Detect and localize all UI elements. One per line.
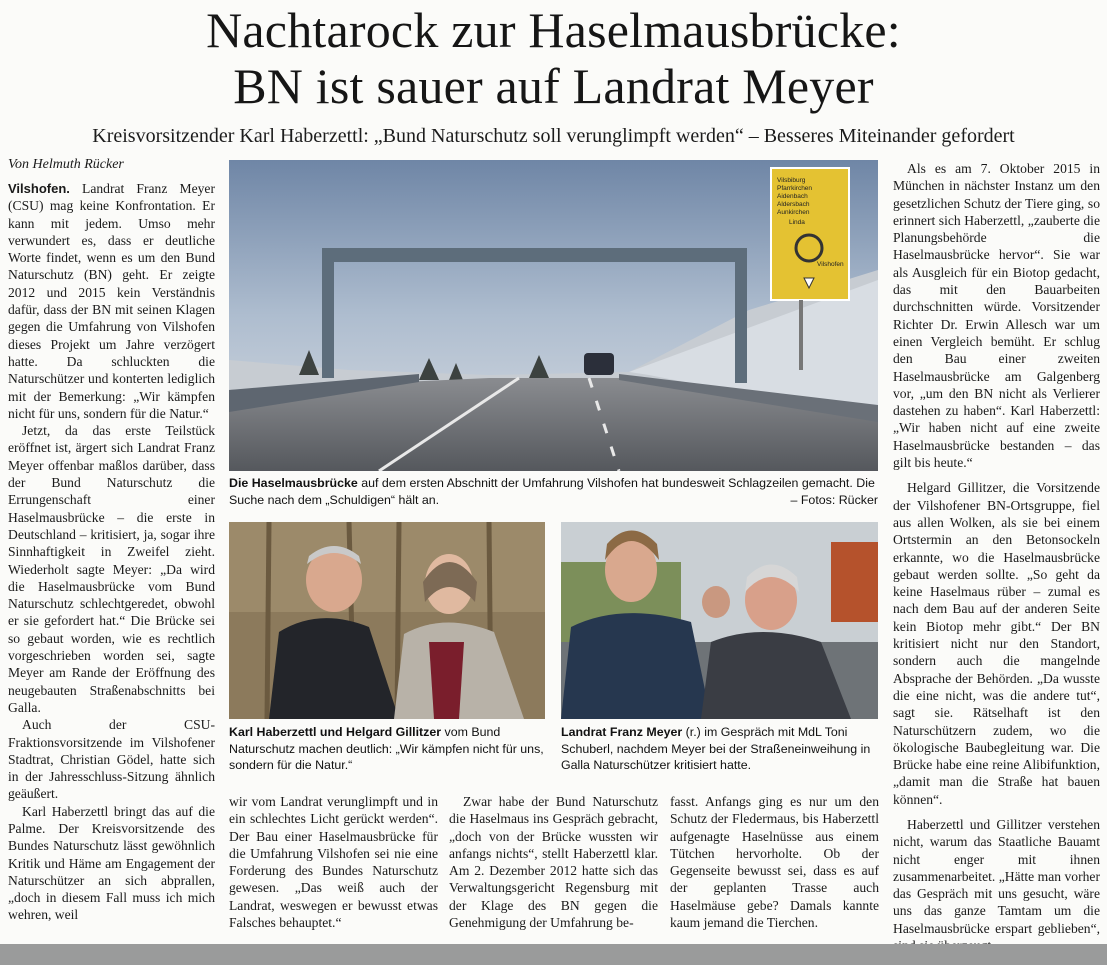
paragraph: wir vom Landrat verunglimpft und in ein schlechtes Licht gerückt werden“. Der Bau einer Haselmausbrücke für die Umfahrung Vilshofen sei nie eine Forderung des Bundes Naturschutz gewesen. „Das weiß auch der Landrat, weswegen er bewusst etwas Falsches behauptet.“: [229, 794, 438, 931]
paragraph: Helgard Gillitzer, die Vorsitzende der Vilshofener BN-Ortsgruppe, fiel aus allen Wolken, als sie bei einem Ortstermin an den Betonsockeln erkannte, wo die Haselmausbrücke gebaut werden sollte. „So geht da keine Haselmaus rüber – zumal es nach dem Bau auf der anderen Seite kein Biotop mehr gibt.“ Der BN kritisiert nicht nur den Standort, sondern auch die mangelnde Absprache der Behörden. „Da wusste die eine nicht, was die andere tut“, sagt sie. Rätselhaft ist den Naturschützern zudem, wo die ökologische Baubegleitung war. Die Brücke habe eine reine Alibifunktion, „damit man die Straße hat bauen können“.: [893, 480, 1100, 807]
left-photo-caption: [229, 724, 547, 774]
right-photo-caption: [561, 724, 879, 774]
paragraph: Als es am 7. Oktober 2015 in München in nächster Instanz um den gesetzlichen Schutz der Tiere ging, so erinnert sich Haberzettl, „zauberte die Planungsbehörde die Haselmausbrücke hervor“. Sie war als Ausgleich für ein Biotop gedacht, das mit den Bauarbeiten durchschnitten würde. Vorsitzender Richter Dr. Erwin Allesch war um einen Vergleich bemüht. Er schlug den Bau einer zweiten Haselmausbrücke am Galgenberg vor, „um den BN nicht als Verlierer dastehen zu haben“. Karl Haberzettl: „Wir haben nicht auf eine zweite Haselmausbrücke bestanden – das gilt bis heute.“: [893, 161, 1100, 471]
caption-bold: Karl Haberzettl und Helgard Gillitzer: [229, 725, 442, 739]
paragraph: Auch der CSU-Fraktionsvorsitzende im Vilshofener Stadtrat, Christian Gödel, hatte sich in der Jahresschluss-Sitzung ähnlich geäußert.: [8, 717, 215, 802]
sign-text: Aunkirchen: [777, 209, 810, 216]
photo-credit: – Fotos: Rücker: [790, 493, 878, 507]
headline-line-2: BN ist sauer auf Landrat Meyer: [233, 58, 874, 114]
photo-meyer-schuberl: [561, 522, 878, 719]
caption-text: (r.) im Gespräch mit MdL Toni Schuberl, nachdem Meyer bei der Straßeneinweihung in Galla Naturschützer kritisiert hatte.: [561, 725, 871, 772]
paragraph: Karl Haberzettl bringt das auf die Palme. Der Kreisvorsitzende des Bundes Naturschutz lässt gewöhnlich Kritik und Häme am Engagement der Naturschützer an sich abprallen, „doch in diesem Fall muss ich mich wehren, weil: [8, 803, 215, 923]
sign-text: Linda: [789, 219, 805, 226]
headline: [0, 2, 1107, 114]
caption-text: auf dem ersten Abschnitt der Umfahrung Vilshofen hat bundesweit Schlagzeilen gemacht. Die Suche nach dem „Schuldigen“ hält an.: [229, 476, 875, 507]
headline-line-1: Nachtarock zur Haselmausbrücke:: [206, 2, 901, 58]
photo-haberzettl-gillitzer: [229, 522, 545, 719]
column-5: [893, 160, 1100, 954]
haselmausbruecke-photo: [229, 160, 878, 471]
sign-text: Aidenbach: [777, 193, 808, 200]
paragraph: Jetzt, da das erste Teilstück eröffnet ist, ärgert sich Landrat Franz Meyer offenbar maßlos darüber, dass der Bund Naturschutz die Errungenschaft einer Haselmausbrücke – die erste in Deutschland – kritisiert, ja, sogar ihre Sinnhaftigkeit in Zweifel zieht. Wiederholt sagte Meyer: „Da wird die Haselmausbrücke vom Bund Naturschutz schlechtgeredet, obwohl er sie gefordert hat.“ Die Brücke sei so gebaut worden, wie es rechtlich vorgeschrieben worden sei, sagte Meyer am Rande der Eröffnung des neugebauten Straßenabschnitts bei Galla.: [8, 423, 215, 715]
paragraph: fasst. Anfangs ging es nur um den Schutz der Fledermaus, bis Haberzettl aufgenagte Haselnüsse aus einem Tütchen hervorholte. Ob der Gegenseite bewusst sei, dass es auf der geplanten Trasse auch Haselmäuse gebe? Damals kannte kaum jemand die Tierchen.: [670, 794, 879, 931]
paragraph: Haberzettl und Gillitzer verstehen nicht, warum das Staatliche Bauamt nicht enger mit ihnen zusammenarbeitet. „Hätte man vorher das Gespräch mit uns gesucht, wäre uns das ganze Tamtam um die Haselmausbrücke erspart geblieben“,: [893, 816, 1100, 936]
caption-bold: Die Haselmausbrücke: [229, 476, 358, 490]
subheadline: Kreisvorsitzender Karl Haberzettl: „Bund Naturschutz soll verunglimpft werden“ – Besseres Miteinander gefordert: [92, 125, 1015, 147]
sign-text: Aldersbach: [777, 201, 810, 208]
sign-text: Pfarrkirchen: [777, 185, 813, 192]
column-1: [8, 180, 215, 924]
dateline: Vilshofen.: [8, 181, 70, 196]
bottom-scan-border: [0, 944, 1107, 965]
column-3: [449, 793, 658, 931]
byline: Von Helmuth Rücker: [8, 157, 124, 172]
main-photo-caption: [229, 475, 878, 509]
caption-text: vom Bund Naturschutz machen deutlich: „Wir kämpfen nicht für uns, sondern für die Natur.“: [229, 725, 544, 772]
column-4: [670, 793, 879, 931]
paragraph: Zwar habe der Bund Naturschutz die Haselmaus ins Gespräch gebracht, „doch von der Brücke wussten wir anfangs nichts“, stellt Haberzettl klar. Am 2. Dezember 2012 hatte sich das Verwaltungsgericht Regensburg mit der Klage des BN gegen die Genehmigung der Umfahrung be-: [449, 794, 658, 931]
caption-bold: Landrat Franz Meyer: [561, 725, 683, 739]
sign-text: Vilshofen: [817, 261, 844, 268]
paragraph: [8, 180, 215, 422]
people-photo: [229, 522, 545, 719]
sign-text: Vilsbiburg: [777, 177, 806, 184]
column-2: [229, 793, 438, 931]
people-photo: [561, 522, 878, 719]
main-photo: [229, 160, 878, 471]
paragraph-text: Landrat Franz Meyer (CSU) mag keine Konfrontation. Er kann mit jedem. Umso mehr verwundert es, dass er deutliche Worte findet, wenn es um den Bund Naturschutz (BN) geht. Er zeigte 2012 und 2015 kein Verständnis dafür, dass der BN mit seinen Klagen gegen die Umfahrung von Vilshofen dieses Projekt um Jahre verzögert hatte. Da schluckten die Naturschützer und konterten lediglich mit der Bemerkung: „Wir kämpfen nicht für uns, sondern für die Natur.“: [8, 181, 215, 421]
